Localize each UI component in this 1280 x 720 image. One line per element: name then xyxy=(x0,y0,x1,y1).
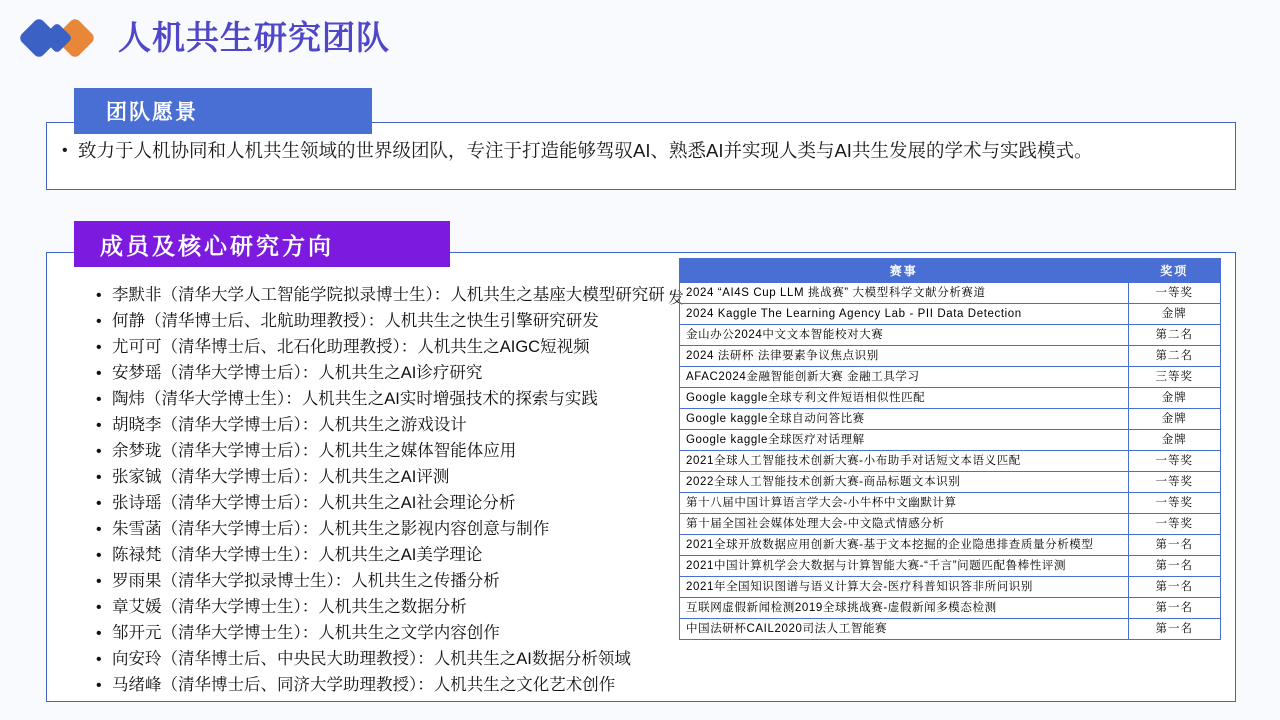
vision-bullet: • xyxy=(62,142,68,159)
award-event-cell: 金山办公2024中文文本智能校对大赛 xyxy=(680,325,1129,346)
award-prize-cell: 第一名 xyxy=(1128,619,1220,640)
table-row xyxy=(680,556,1221,577)
member-text: 安梦瑶（清华大学博士后）：人机共生之AI诊疗研究 xyxy=(112,364,483,382)
award-event-cell: Google kaggle全球专利文件短语相似性匹配 xyxy=(680,388,1129,409)
table-row xyxy=(680,409,1221,430)
award-prize-cell: 金牌 xyxy=(1128,430,1220,451)
list-item xyxy=(96,335,676,361)
member-bullet: • xyxy=(96,495,102,512)
table-row xyxy=(680,283,1221,304)
table-row xyxy=(680,430,1221,451)
award-event-cell: 2024 法研杯 法律要素争议焦点识别 xyxy=(680,346,1129,367)
member-text: 邹开元（清华大学博士生）：人机共生之文学内容创作 xyxy=(112,624,500,642)
table-row xyxy=(680,493,1221,514)
award-event-cell: 第十八届中国计算语言学大会-小牛杯中文幽默计算 xyxy=(680,493,1129,514)
award-event-cell: 2021年全国知识图谱与语义计算大会-医疗科普知识答非所问识别 xyxy=(680,577,1129,598)
award-prize-cell: 第一名 xyxy=(1128,535,1220,556)
award-event-cell: 互联网虚假新闻检测2019全球挑战赛-虚假新闻多模态检测 xyxy=(680,598,1129,619)
award-prize-cell: 第二名 xyxy=(1128,325,1220,346)
members-list xyxy=(96,283,676,699)
member-bullet: • xyxy=(96,521,102,538)
member-bullet: • xyxy=(96,443,102,460)
award-event-cell: Google kaggle全球医疗对话理解 xyxy=(680,430,1129,451)
member-text: 马绪峰（清华博士后、同济大学助理教授）：人机共生之文化艺术创作 xyxy=(112,676,616,694)
list-item xyxy=(96,387,676,413)
slide-header xyxy=(0,0,1280,78)
member-text: 何静（清华博士后、北航助理教授）：人机共生之快生引擎研究研发 xyxy=(112,312,599,330)
award-event-cell: AFAC2024金融智能创新大赛 金融工具学习 xyxy=(680,367,1129,388)
award-event-cell: 2024 “AI4S Cup LLM 挑战赛” 大模型科学文献分析赛道 xyxy=(680,283,1129,304)
member-bullet: • xyxy=(96,469,102,486)
table-row xyxy=(680,598,1221,619)
member-text: 朱雪菡（清华大学博士后）：人机共生之影视内容创意与制作 xyxy=(112,520,550,538)
member-text: 章艾媛（清华大学博士生）：人机共生之数据分析 xyxy=(112,598,467,616)
table-row xyxy=(680,514,1221,535)
list-item xyxy=(96,647,676,673)
award-event-cell: 2022全球人工智能技术创新大赛-商品标题文本识别 xyxy=(680,472,1129,493)
members-section-tag: 成员及核心研究方向 xyxy=(74,221,450,267)
award-prize-cell: 一等奖 xyxy=(1128,514,1220,535)
vision-statement-text: 致力于人机协同和人机共生领域的世界级团队，专注于打造能够驾驭AI、熟悉AI并实现人类与AI共生发展的学术与实践模式。 xyxy=(78,140,1093,161)
member-text: 李默非（清华大学人工智能学院拟录博士生）：人机共生之基座大模型研究研 xyxy=(112,286,665,304)
member-bullet: • xyxy=(96,677,102,694)
award-event-cell: 2024 Kaggle The Learning Agency Lab - PII Data Detection xyxy=(680,304,1129,325)
table-row xyxy=(680,388,1221,409)
member-bullet: • xyxy=(96,391,102,408)
member-bullet: • xyxy=(96,313,102,330)
award-event-cell: 2021全球人工智能技术创新大赛-小布助手对话短文本语义匹配 xyxy=(680,451,1129,472)
list-item xyxy=(96,595,676,621)
member-text: 陈禄梵（清华大学博士生）：人机共生之AI美学理论 xyxy=(112,546,483,564)
award-event-cell: 第十届全国社会媒体处理大会-中文隐式情感分析 xyxy=(680,514,1129,535)
award-prize-cell: 金牌 xyxy=(1128,388,1220,409)
list-item xyxy=(96,517,676,543)
award-event-cell: 2021全球开放数据应用创新大赛-基于文本挖掘的企业隐患排查质量分析模型 xyxy=(680,535,1129,556)
table-row xyxy=(680,325,1221,346)
member-text: 余梦珑（清华大学博士后）：人机共生之媒体智能体应用 xyxy=(112,442,517,460)
list-item xyxy=(96,491,676,517)
page-title: 人机共生研究团队 xyxy=(118,19,390,56)
member-bullet: • xyxy=(96,339,102,356)
member-bullet: • xyxy=(96,651,102,668)
table-row xyxy=(680,535,1221,556)
list-item xyxy=(96,283,676,309)
table-row xyxy=(680,367,1221,388)
member-text: 尤可可（清华博士后、北石化助理教授）：人机共生之AIGC短视频 xyxy=(112,338,590,356)
award-prize-cell: 金牌 xyxy=(1128,409,1220,430)
award-prize-cell: 金牌 xyxy=(1128,304,1220,325)
vision-section-tag: 团队愿景 xyxy=(74,88,372,134)
award-event-cell: 中国法研杯CAIL2020司法人工智能赛 xyxy=(680,619,1129,640)
awards-table xyxy=(679,258,1221,640)
award-prize-cell: 第一名 xyxy=(1128,598,1220,619)
award-prize-cell: 第二名 xyxy=(1128,346,1220,367)
member-bullet: • xyxy=(96,547,102,564)
diamond-pair-logo-icon xyxy=(18,14,110,62)
member-bullet: • xyxy=(96,625,102,642)
award-prize-cell: 三等奖 xyxy=(1128,367,1220,388)
award-prize-cell: 一等奖 xyxy=(1128,472,1220,493)
table-row xyxy=(680,472,1221,493)
awards-column-event: 赛事 xyxy=(680,259,1129,283)
award-prize-cell: 一等奖 xyxy=(1128,451,1220,472)
table-row xyxy=(680,451,1221,472)
list-item xyxy=(96,543,676,569)
table-row xyxy=(680,619,1221,640)
member-bullet: • xyxy=(96,599,102,616)
vision-statement xyxy=(62,138,1222,164)
member-text: 张诗瑶（清华大学博士后）：人机共生之AI社会理论分析 xyxy=(112,494,516,512)
awards-table-header-row xyxy=(680,259,1221,283)
table-row xyxy=(680,304,1221,325)
member-bullet: • xyxy=(96,417,102,434)
award-prize-cell: 一等奖 xyxy=(1128,493,1220,514)
list-item xyxy=(96,361,676,387)
list-item xyxy=(96,621,676,647)
table-row xyxy=(680,346,1221,367)
member-text: 罗雨果（清华大学拟录博士生）：人机共生之传播分析 xyxy=(112,572,500,590)
awards-column-prize: 奖项 xyxy=(1128,259,1220,283)
list-item xyxy=(96,569,676,595)
member-text: 胡晓李（清华大学博士后）：人机共生之游戏设计 xyxy=(112,416,467,434)
award-prize-cell: 一等奖 xyxy=(1128,283,1220,304)
table-row xyxy=(680,577,1221,598)
award-prize-cell: 第一名 xyxy=(1128,556,1220,577)
member-text: 陶炜（清华大学博士生）：人机共生之AI实时增强技术的探索与实践 xyxy=(112,390,598,408)
award-event-cell: 2021中国计算机学会大数据与计算智能大赛-“千言”问题匹配鲁棒性评测 xyxy=(680,556,1129,577)
list-item xyxy=(96,309,676,335)
list-item xyxy=(96,465,676,491)
list-item xyxy=(96,673,676,699)
member-text: 向安玲（清华博士后、中央民大助理教授）：人机共生之AI数据分析领域 xyxy=(112,650,631,668)
member-bullet: • xyxy=(96,365,102,382)
table-leading-char: 发 xyxy=(668,290,685,307)
list-item xyxy=(96,413,676,439)
list-item xyxy=(96,439,676,465)
member-text: 张家铖（清华大学博士后）：人机共生之AI评测 xyxy=(112,468,450,486)
member-bullet: • xyxy=(96,287,102,304)
award-event-cell: Google kaggle全球自动问答比赛 xyxy=(680,409,1129,430)
member-bullet: • xyxy=(96,573,102,590)
award-prize-cell: 第一名 xyxy=(1128,577,1220,598)
